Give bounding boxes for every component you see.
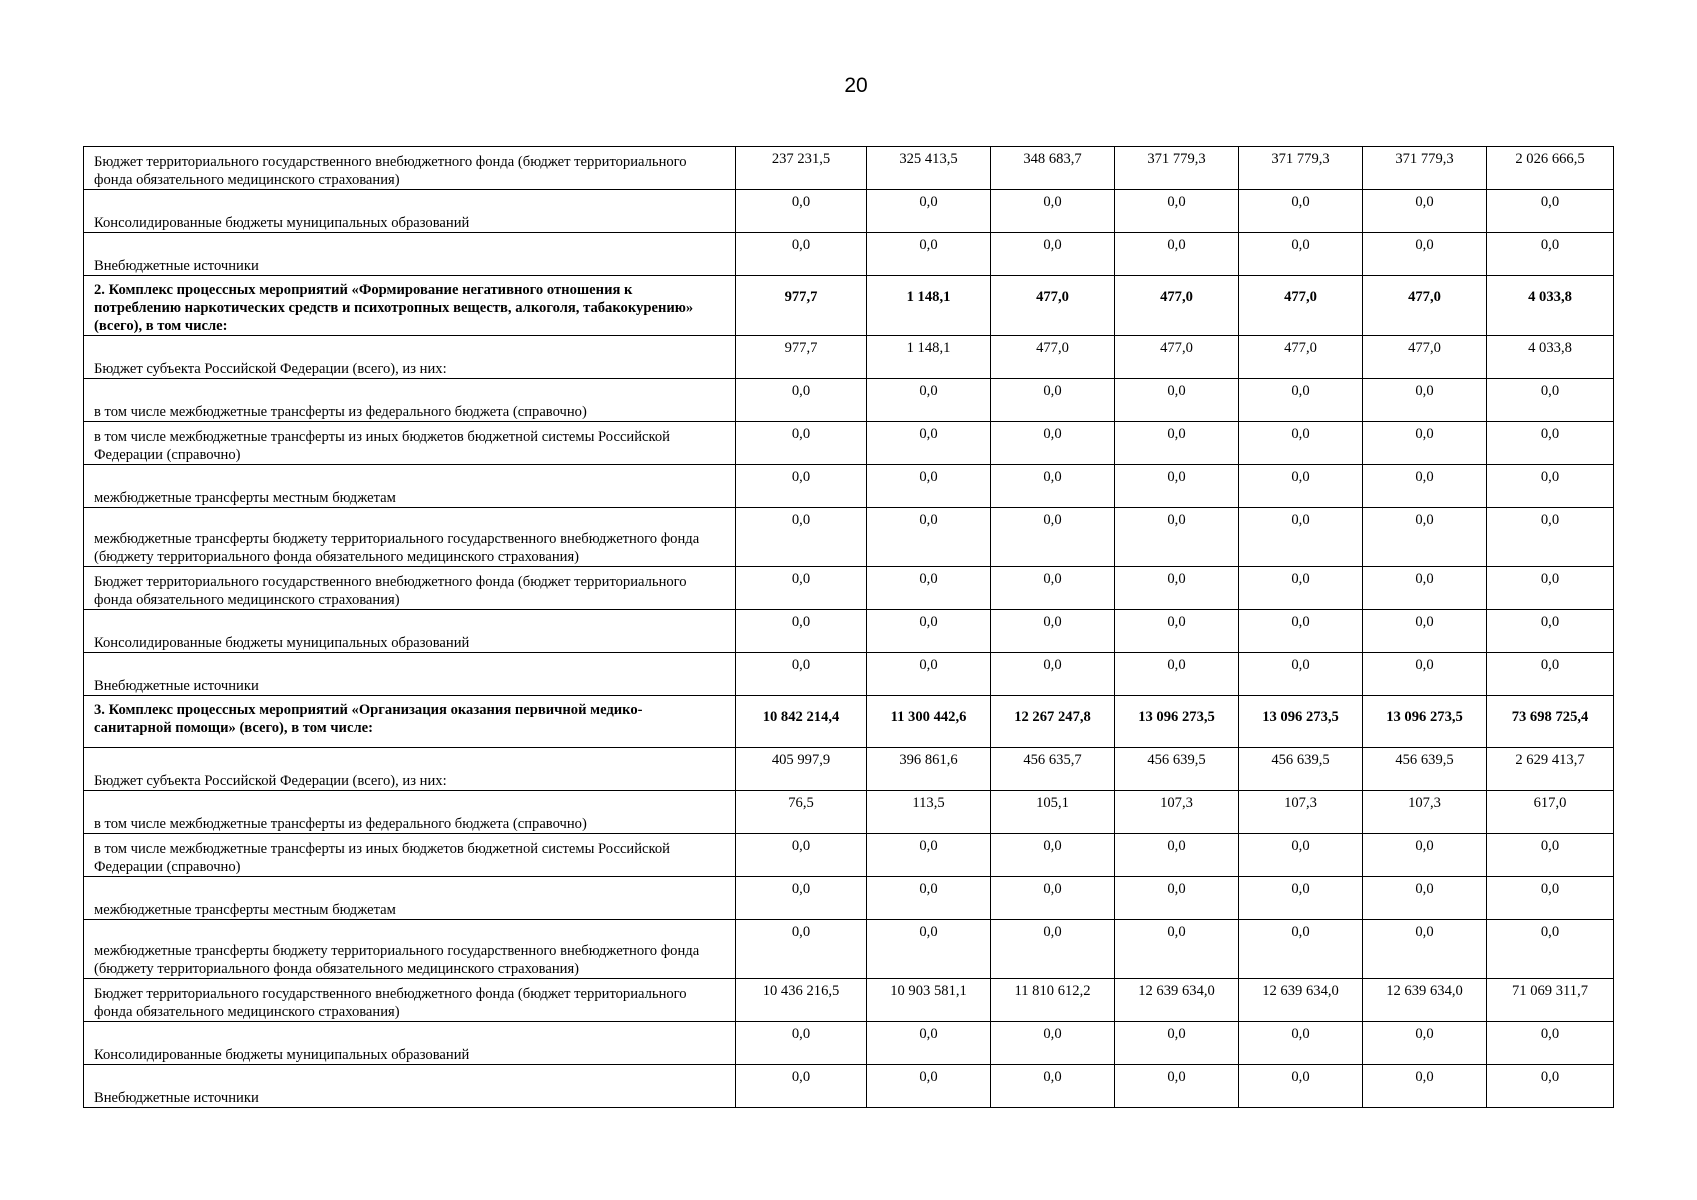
row-label-cell: в том числе межбюджетные трансферты из федерального бюджета (справочно) <box>84 791 736 834</box>
row-label-cell: Бюджет территориального государственного внебюджетного фонда (бюджет территориального фонда обязательного медицинского страхования) <box>84 147 736 190</box>
year-value-cell: 13 096 273,5 <box>1115 696 1239 748</box>
year-value-cell: 0,0 <box>867 877 991 920</box>
year-value-cell: 0,0 <box>1363 233 1487 276</box>
year-value-cell: 0,0 <box>1115 190 1239 233</box>
year-value-cell: 0,0 <box>991 379 1115 422</box>
row-label-cell: Внебюджетные источники <box>84 1065 736 1108</box>
year-value-cell: 0,0 <box>1363 1022 1487 1065</box>
year-value-cell: 0,0 <box>1239 1022 1363 1065</box>
year-value-cell: 0,0 <box>1239 190 1363 233</box>
year-value-cell: 477,0 <box>1363 336 1487 379</box>
year-value-cell: 0,0 <box>736 465 867 508</box>
year-value-cell: 0,0 <box>867 567 991 610</box>
year-value-cell: 0,0 <box>991 567 1115 610</box>
row-label-cell: межбюджетные трансферты местным бюджетам <box>84 877 736 920</box>
year-value-cell: 0,0 <box>1115 1065 1239 1108</box>
year-value-cell: 0,0 <box>736 508 867 567</box>
year-value-cell: 0,0 <box>1239 379 1363 422</box>
row-label-cell: Консолидированные бюджеты муниципальных образований <box>84 610 736 653</box>
year-value-cell: 0,0 <box>736 1065 867 1108</box>
year-value-cell: 0,0 <box>1363 653 1487 696</box>
year-value-cell: 76,5 <box>736 791 867 834</box>
year-value-cell: 0,0 <box>867 920 991 979</box>
year-value-cell: 0,0 <box>1239 422 1363 465</box>
year-value-cell: 371 779,3 <box>1239 147 1363 190</box>
section-row <box>84 276 1614 336</box>
row-label-cell: Внебюджетные источники <box>84 653 736 696</box>
year-value-cell: 10 842 214,4 <box>736 696 867 748</box>
year-value-cell: 107,3 <box>1115 791 1239 834</box>
year-value-cell: 477,0 <box>1115 276 1239 336</box>
row-label-cell: межбюджетные трансферты бюджету территориального государственного внебюджетного фонда (бюджету территориального фонда обязательного медицинского страхования) <box>84 508 736 567</box>
year-value-cell: 0,0 <box>991 233 1115 276</box>
year-value-cell: 456 639,5 <box>1239 748 1363 791</box>
year-value-cell: 0,0 <box>736 1022 867 1065</box>
total-value-cell: 0,0 <box>1487 877 1614 920</box>
year-value-cell: 12 639 634,0 <box>1239 979 1363 1022</box>
year-value-cell: 0,0 <box>867 653 991 696</box>
year-value-cell: 0,0 <box>1115 653 1239 696</box>
year-value-cell: 0,0 <box>867 1065 991 1108</box>
table-row <box>84 233 1614 276</box>
table-row <box>84 748 1614 791</box>
row-label-cell: в том числе межбюджетные трансферты из иных бюджетов бюджетной системы Российской Федерации (справочно) <box>84 834 736 877</box>
year-value-cell: 0,0 <box>991 834 1115 877</box>
year-value-cell: 477,0 <box>1239 336 1363 379</box>
year-value-cell: 0,0 <box>1239 1065 1363 1108</box>
year-value-cell: 477,0 <box>1239 276 1363 336</box>
year-value-cell: 0,0 <box>736 920 867 979</box>
year-value-cell: 0,0 <box>1363 190 1487 233</box>
table-row <box>84 1022 1614 1065</box>
year-value-cell: 0,0 <box>991 653 1115 696</box>
year-value-cell: 105,1 <box>991 791 1115 834</box>
year-value-cell: 0,0 <box>1363 422 1487 465</box>
page-number: 20 <box>844 74 868 97</box>
year-value-cell: 0,0 <box>1115 834 1239 877</box>
year-value-cell: 477,0 <box>1363 276 1487 336</box>
table-row <box>84 508 1614 567</box>
year-value-cell: 456 639,5 <box>1363 748 1487 791</box>
year-value-cell: 0,0 <box>1363 610 1487 653</box>
row-label-cell: межбюджетные трансферты местным бюджетам <box>84 465 736 508</box>
section-title-cell: 3. Комплекс процессных мероприятий «Организация оказания первичной медико-санитарной помощи» (всего), в том числе: <box>84 696 736 748</box>
total-value-cell: 0,0 <box>1487 1065 1614 1108</box>
year-value-cell: 237 231,5 <box>736 147 867 190</box>
year-value-cell: 0,0 <box>867 610 991 653</box>
year-value-cell: 0,0 <box>736 379 867 422</box>
total-value-cell: 0,0 <box>1487 190 1614 233</box>
year-value-cell: 477,0 <box>1115 336 1239 379</box>
year-value-cell: 0,0 <box>736 233 867 276</box>
year-value-cell: 12 267 247,8 <box>991 696 1115 748</box>
total-value-cell: 73 698 725,4 <box>1487 696 1614 748</box>
year-value-cell: 0,0 <box>1363 920 1487 979</box>
table-row <box>84 567 1614 610</box>
year-value-cell: 0,0 <box>1363 379 1487 422</box>
table-row <box>84 610 1614 653</box>
year-value-cell: 1 148,1 <box>867 276 991 336</box>
row-label-cell: Консолидированные бюджеты муниципальных образований <box>84 1022 736 1065</box>
total-value-cell: 0,0 <box>1487 834 1614 877</box>
table-row <box>84 1065 1614 1108</box>
total-value-cell: 0,0 <box>1487 1022 1614 1065</box>
year-value-cell: 0,0 <box>736 877 867 920</box>
table-row <box>84 834 1614 877</box>
row-label-cell: Консолидированные бюджеты муниципальных образований <box>84 190 736 233</box>
row-label-cell: Бюджет субъекта Российской Федерации (всего), из них: <box>84 748 736 791</box>
year-value-cell: 0,0 <box>867 422 991 465</box>
year-value-cell: 371 779,3 <box>1115 147 1239 190</box>
table-row <box>84 379 1614 422</box>
year-value-cell: 0,0 <box>867 379 991 422</box>
year-value-cell: 456 635,7 <box>991 748 1115 791</box>
year-value-cell: 0,0 <box>1239 508 1363 567</box>
year-value-cell: 0,0 <box>991 877 1115 920</box>
year-value-cell: 396 861,6 <box>867 748 991 791</box>
year-value-cell: 0,0 <box>736 653 867 696</box>
year-value-cell: 0,0 <box>1239 465 1363 508</box>
year-value-cell: 0,0 <box>736 610 867 653</box>
table-row <box>84 877 1614 920</box>
year-value-cell: 0,0 <box>1363 834 1487 877</box>
total-value-cell: 0,0 <box>1487 610 1614 653</box>
year-value-cell: 0,0 <box>1239 567 1363 610</box>
table-row <box>84 979 1614 1022</box>
year-value-cell: 0,0 <box>1363 567 1487 610</box>
table-row <box>84 147 1614 190</box>
year-value-cell: 0,0 <box>736 422 867 465</box>
year-value-cell: 0,0 <box>1239 233 1363 276</box>
year-value-cell: 0,0 <box>1115 465 1239 508</box>
total-value-cell: 0,0 <box>1487 920 1614 979</box>
total-value-cell: 2 629 413,7 <box>1487 748 1614 791</box>
year-value-cell: 348 683,7 <box>991 147 1115 190</box>
year-value-cell: 0,0 <box>1239 610 1363 653</box>
year-value-cell: 11 300 442,6 <box>867 696 991 748</box>
table-row <box>84 190 1614 233</box>
year-value-cell: 0,0 <box>1115 610 1239 653</box>
total-value-cell: 4 033,8 <box>1487 276 1614 336</box>
year-value-cell: 0,0 <box>1239 877 1363 920</box>
year-value-cell: 0,0 <box>991 190 1115 233</box>
row-label-cell: Бюджет субъекта Российской Федерации (всего), из них: <box>84 336 736 379</box>
year-value-cell: 107,3 <box>1363 791 1487 834</box>
year-value-cell: 0,0 <box>736 834 867 877</box>
year-value-cell: 325 413,5 <box>867 147 991 190</box>
year-value-cell: 0,0 <box>736 190 867 233</box>
year-value-cell: 0,0 <box>1363 877 1487 920</box>
year-value-cell: 0,0 <box>991 920 1115 979</box>
table-row <box>84 336 1614 379</box>
year-value-cell: 405 997,9 <box>736 748 867 791</box>
total-value-cell: 4 033,8 <box>1487 336 1614 379</box>
year-value-cell: 0,0 <box>1363 465 1487 508</box>
year-value-cell: 0,0 <box>867 834 991 877</box>
year-value-cell: 0,0 <box>1115 508 1239 567</box>
year-value-cell: 0,0 <box>867 233 991 276</box>
year-value-cell: 0,0 <box>736 567 867 610</box>
year-value-cell: 0,0 <box>991 1022 1115 1065</box>
year-value-cell: 0,0 <box>991 610 1115 653</box>
table-body <box>84 147 1614 1108</box>
year-value-cell: 0,0 <box>1115 422 1239 465</box>
table-row <box>84 653 1614 696</box>
table-row <box>84 920 1614 979</box>
total-value-cell: 0,0 <box>1487 567 1614 610</box>
total-value-cell: 0,0 <box>1487 465 1614 508</box>
year-value-cell: 0,0 <box>867 508 991 567</box>
total-value-cell: 0,0 <box>1487 422 1614 465</box>
year-value-cell: 0,0 <box>1239 834 1363 877</box>
row-label-cell: Внебюджетные источники <box>84 233 736 276</box>
total-value-cell: 0,0 <box>1487 653 1614 696</box>
year-value-cell: 10 436 216,5 <box>736 979 867 1022</box>
year-value-cell: 0,0 <box>1115 920 1239 979</box>
year-value-cell: 0,0 <box>991 1065 1115 1108</box>
year-value-cell: 0,0 <box>1363 508 1487 567</box>
year-value-cell: 13 096 273,5 <box>1363 696 1487 748</box>
year-value-cell: 0,0 <box>991 422 1115 465</box>
year-value-cell: 0,0 <box>867 465 991 508</box>
total-value-cell: 0,0 <box>1487 379 1614 422</box>
total-value-cell: 617,0 <box>1487 791 1614 834</box>
total-value-cell: 0,0 <box>1487 508 1614 567</box>
year-value-cell: 10 903 581,1 <box>867 979 991 1022</box>
year-value-cell: 12 639 634,0 <box>1115 979 1239 1022</box>
row-label-cell: Бюджет территориального государственного внебюджетного фонда (бюджет территориального фонда обязательного медицинского страхования) <box>84 979 736 1022</box>
year-value-cell: 0,0 <box>1363 1065 1487 1108</box>
total-value-cell: 2 026 666,5 <box>1487 147 1614 190</box>
year-value-cell: 977,7 <box>736 336 867 379</box>
year-value-cell: 0,0 <box>1115 1022 1239 1065</box>
year-value-cell: 0,0 <box>1239 653 1363 696</box>
year-value-cell: 0,0 <box>1115 567 1239 610</box>
year-value-cell: 11 810 612,2 <box>991 979 1115 1022</box>
year-value-cell: 0,0 <box>1115 233 1239 276</box>
year-value-cell: 371 779,3 <box>1363 147 1487 190</box>
year-value-cell: 0,0 <box>1115 877 1239 920</box>
year-value-cell: 1 148,1 <box>867 336 991 379</box>
table-row <box>84 422 1614 465</box>
year-value-cell: 0,0 <box>867 190 991 233</box>
year-value-cell: 12 639 634,0 <box>1363 979 1487 1022</box>
year-value-cell: 477,0 <box>991 336 1115 379</box>
row-label-cell: межбюджетные трансферты бюджету территориального государственного внебюджетного фонда (бюджету территориального фонда обязательного медицинского страхования) <box>84 920 736 979</box>
table-row <box>84 791 1614 834</box>
year-value-cell: 0,0 <box>867 1022 991 1065</box>
year-value-cell: 456 639,5 <box>1115 748 1239 791</box>
year-value-cell: 0,0 <box>991 465 1115 508</box>
table-row <box>84 465 1614 508</box>
year-value-cell: 477,0 <box>991 276 1115 336</box>
year-value-cell: 0,0 <box>1239 920 1363 979</box>
total-value-cell: 71 069 311,7 <box>1487 979 1614 1022</box>
year-value-cell: 0,0 <box>991 508 1115 567</box>
row-label-cell: Бюджет территориального государственного внебюджетного фонда (бюджет территориального фонда обязательного медицинского страхования) <box>84 567 736 610</box>
section-row <box>84 696 1614 748</box>
row-label-cell: в том числе межбюджетные трансферты из иных бюджетов бюджетной системы Российской Федерации (справочно) <box>84 422 736 465</box>
section-title-cell: 2. Комплекс процессных мероприятий «Формирование негативного отношения к потреблению наркотических средств и психотропных веществ, алкоголя, табакокурению» (всего), в том числе: <box>84 276 736 336</box>
budget-table <box>83 146 1614 1108</box>
year-value-cell: 13 096 273,5 <box>1239 696 1363 748</box>
total-value-cell: 0,0 <box>1487 233 1614 276</box>
year-value-cell: 113,5 <box>867 791 991 834</box>
year-value-cell: 107,3 <box>1239 791 1363 834</box>
row-label-cell: в том числе межбюджетные трансферты из федерального бюджета (справочно) <box>84 379 736 422</box>
year-value-cell: 977,7 <box>736 276 867 336</box>
year-value-cell: 0,0 <box>1115 379 1239 422</box>
